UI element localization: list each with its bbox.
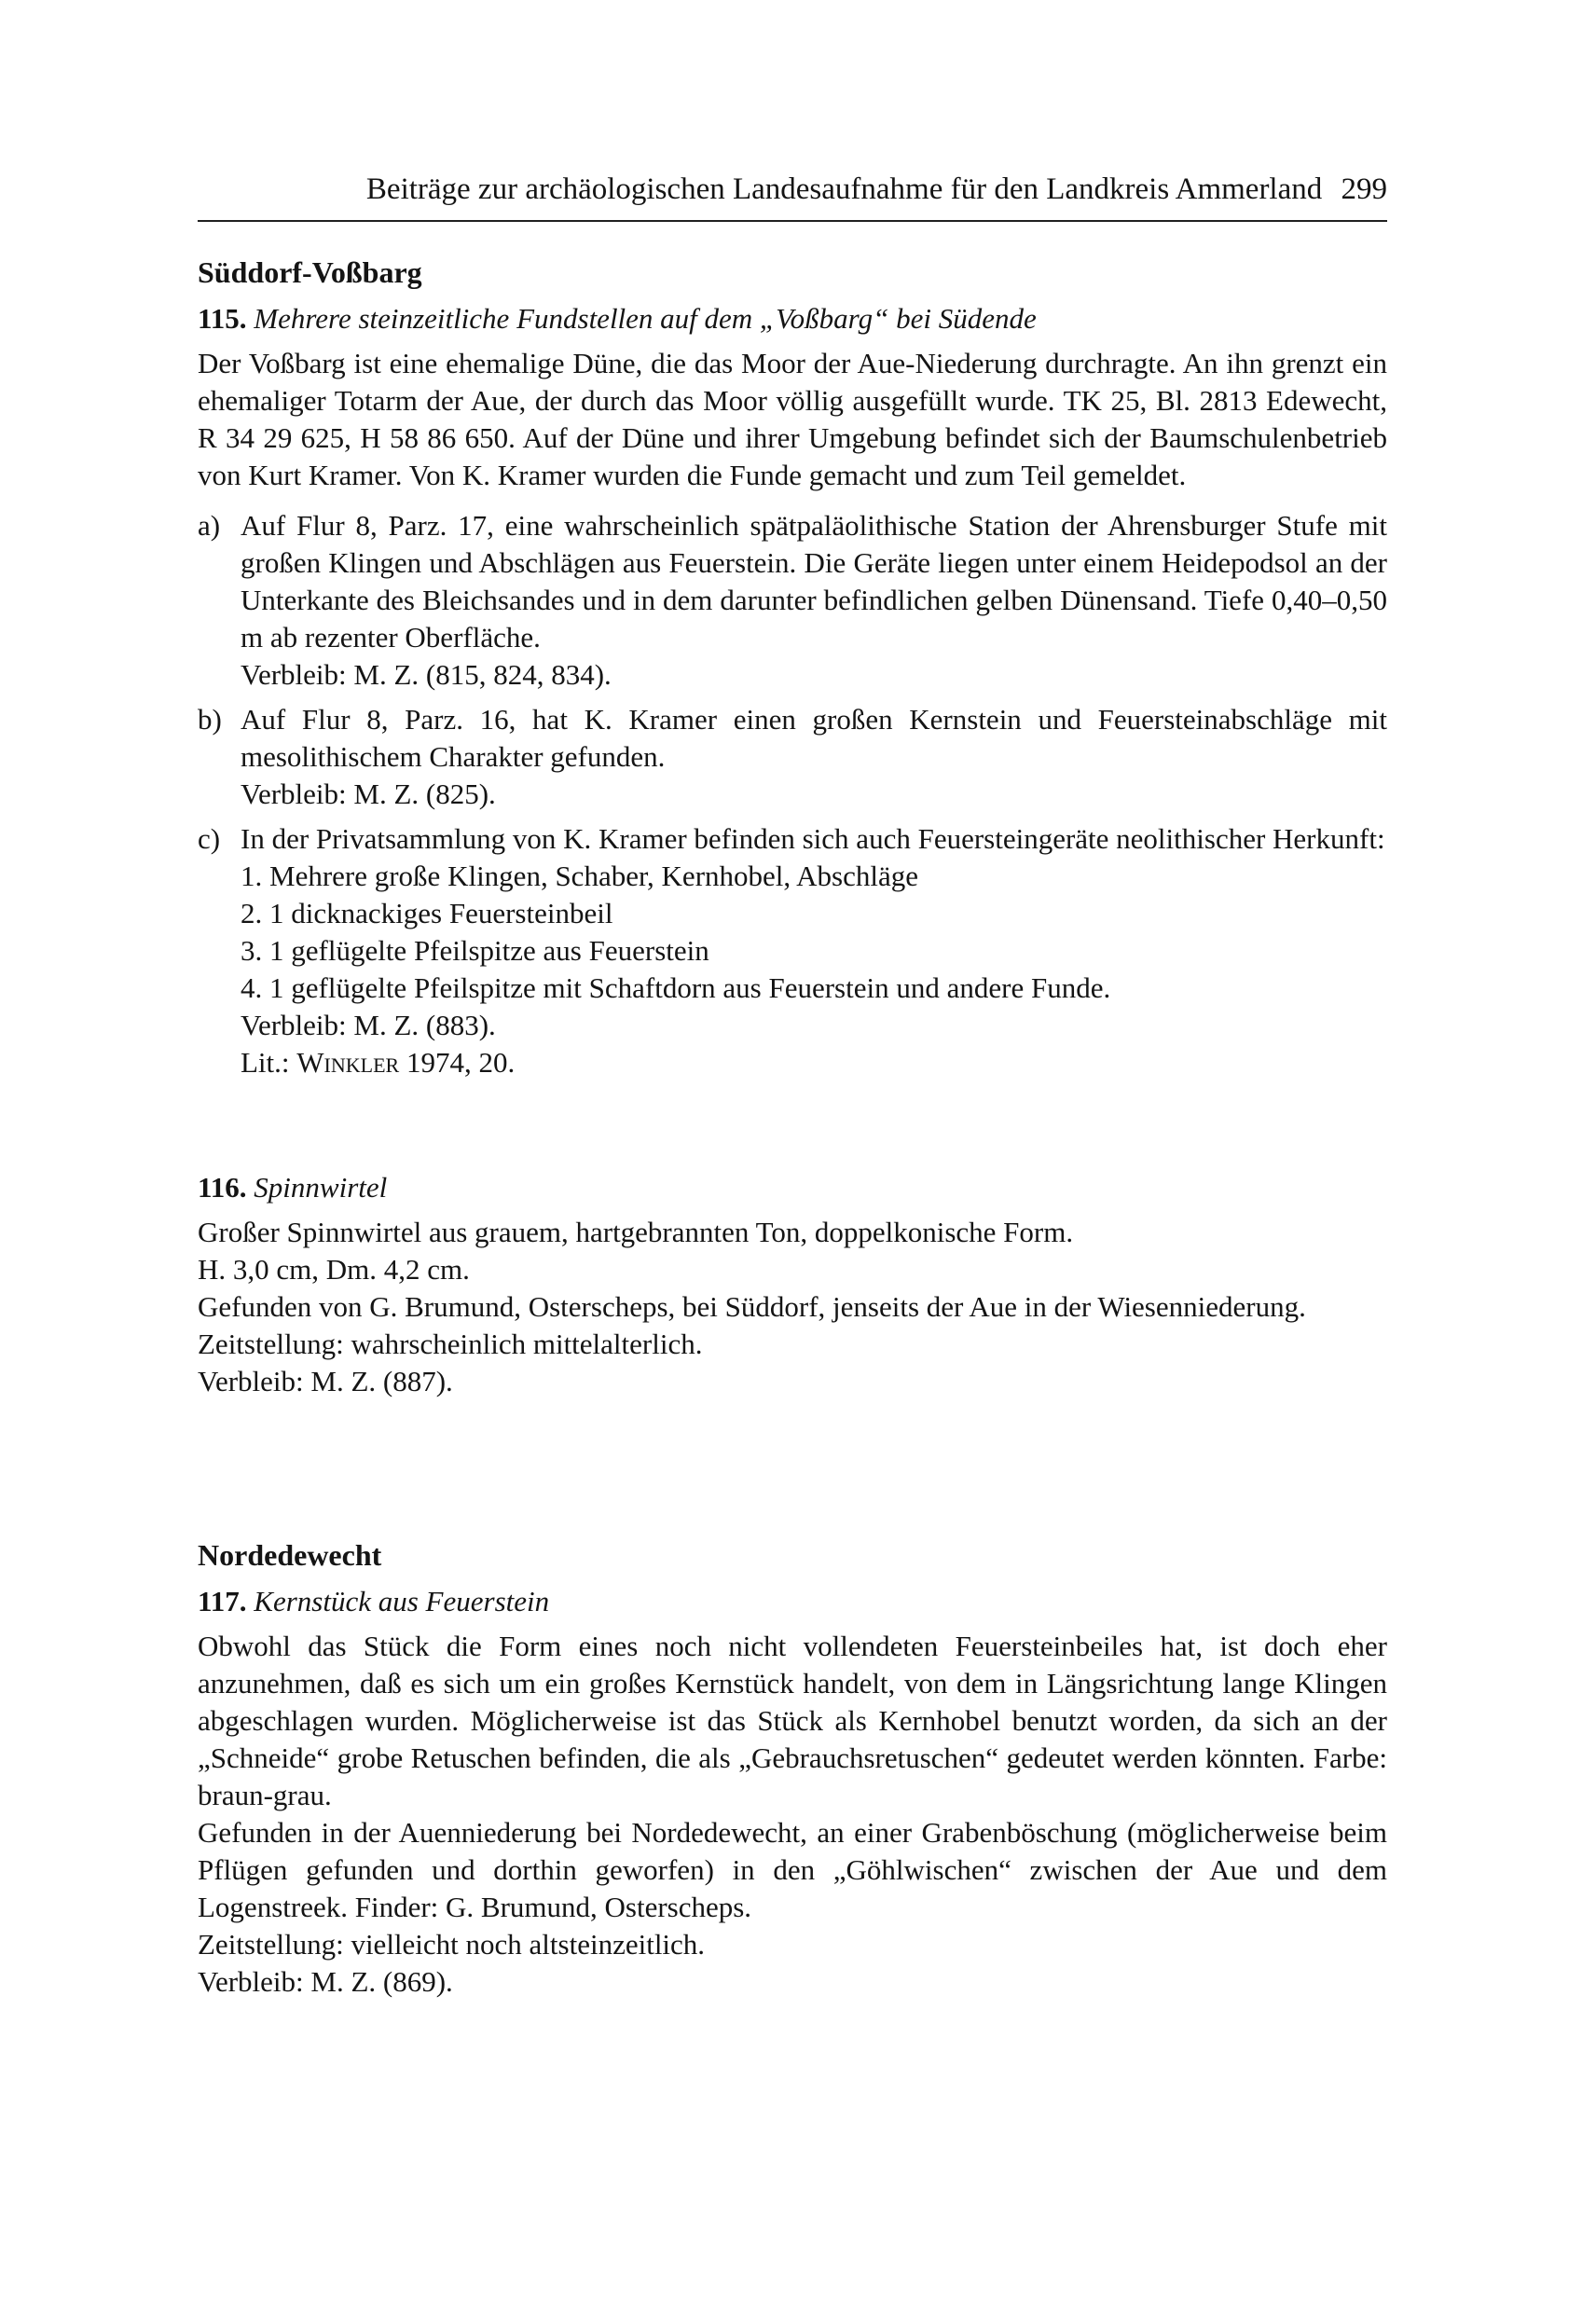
item-sublist [241, 858, 1387, 1007]
item-text: In der Privatsammlung von K. Kramer befinden sich auch Feuersteingeräte neolithischer Herkunft: [241, 822, 1385, 855]
entry-line: Gefunden in der Auenniederung bei Nordedewecht, an einer Grabenböschung (möglicherweise beim Pflügen gefunden und dorthin geworfen) in den „Göhlwischen“ zwischen der Aue und dem Logenstreek. Finder: G. Brumund, Osterscheps. [198, 1816, 1387, 1923]
sublist-line: 3. 1 geflügelte Pfeilspitze aus Feuerstein [241, 934, 709, 967]
find-item-b [198, 701, 1387, 813]
locality-heading: Nordedewecht [198, 1538, 382, 1572]
header-rule [198, 220, 1387, 222]
find-item-c [198, 820, 1387, 1081]
entry-title-text: Kernstück aus Feuerstein [254, 1585, 550, 1617]
entry-title [198, 300, 1387, 337]
entry-line: Großer Spinnwirtel aus grauem, hartgebrannten Ton, doppelkonische Form. [198, 1216, 1074, 1248]
locality-heading: Süddorf-Voßbarg [198, 255, 422, 289]
item-text: Auf Flur 8, Parz. 16, hat K. Kramer einen großen Kernstein und Feuersteinabschläge mit mesolithischem Charakter gefunden. [241, 703, 1387, 773]
find-item-a [198, 507, 1387, 694]
sublist-line: 2. 1 dicknackiges Feuersteinbeil [241, 897, 613, 929]
spacer [198, 1089, 1387, 1169]
running-header [198, 171, 1387, 208]
entry-line: H. 3,0 cm, Dm. 4,2 cm. [198, 1253, 470, 1286]
item-marker: b) [198, 703, 222, 736]
lit-rest: 1974, 20. [399, 1046, 516, 1079]
entry-117 [198, 1583, 1387, 2001]
entry-115 [198, 300, 1387, 1081]
entry-number: 117. [198, 1585, 247, 1617]
sublist-line: 1. Mehrere große Klingen, Schaber, Kernhobel, Abschläge [241, 860, 919, 892]
lit-prefix: Lit.: [241, 1046, 297, 1079]
entry-intro: Der Voßbarg ist eine ehemalige Düne, die das Moor der Aue-Niederung durchragte. An ihn grenzt ein ehemaliger Totarm der Aue, der durch das Moor völlig ausgefüllt wurde. TK 25, Bl. 2813 Edewecht, R 34 29 625, H 58 86 650. Auf der Düne und ihrer Umgebung befindet sich der Baumschulenbetrieb von Kurt Kramer. Von K. Kramer wurden die Funde gemacht und zum Teil gemeldet. [198, 347, 1387, 491]
entry-title-text: Mehrere steinzeitliche Fundstellen auf dem „Voßbarg“ bei Südende [254, 302, 1037, 335]
entry-title [198, 1169, 1387, 1206]
item-literature [241, 1044, 1387, 1081]
item-text: Auf Flur 8, Parz. 17, eine wahrscheinlich spätpaläolithische Station der Ahrensburger Stufe mit großen Klingen und Abschlägen aus Feuerstein. Die Geräte liegen unter einem Heidepodsol an der Unterkante des Bleichsandes und in dem darunter befindlichen gelben Dünensand. Tiefe 0,40–0,50 m ab rezenter Oberfläche. [241, 509, 1387, 654]
entry-line: Verbleib: M. Z. (887). [198, 1365, 453, 1397]
item-marker: c) [198, 822, 221, 855]
item-verbleib: Verbleib: M. Z. (825). [241, 778, 496, 810]
entry-title [198, 1583, 1387, 1620]
entry-line: Obwohl das Stück die Form eines noch nicht vollendeten Feuersteinbeiles hat, ist doch eher anzunehmen, daß es sich um ein großes Kernstück handelt, von dem in Längsrichtung lange Klingen abgeschlagen wurden. Möglicherweise ist das Stück als Kernhobel benutzt worden, da sich an der „Schneide“ grobe Retuschen befinden, die als „Gebrauchsretuschen“ gedeutet werden könnten. Farbe: braun-grau. [198, 1630, 1387, 1811]
entry-number: 115. [198, 302, 247, 335]
entry-116 [198, 1169, 1387, 1400]
page-number: 299 [1341, 172, 1387, 206]
spacer [198, 1400, 1387, 1536]
entry-number: 116. [198, 1171, 247, 1204]
lit-author: Winkler [296, 1046, 400, 1079]
item-verbleib: Verbleib: M. Z. (815, 824, 834). [241, 658, 612, 691]
item-verbleib: Verbleib: M. Z. (883). [241, 1009, 496, 1041]
page-body [198, 254, 1387, 2001]
entry-line: Gefunden von G. Brumund, Osterscheps, bei Süddorf, jenseits der Aue in der Wiesenniederung. [198, 1290, 1306, 1323]
sublist-line: 4. 1 geflügelte Pfeilspitze mit Schaftdorn aus Feuerstein und andere Funde. [241, 971, 1111, 1004]
entry-line: Verbleib: M. Z. (869). [198, 1965, 453, 1998]
entry-line: Zeitstellung: wahrscheinlich mittelalterlich. [198, 1328, 703, 1360]
item-marker: a) [198, 509, 221, 542]
running-title: Beiträge zur archäologischen Landesaufnahme für den Landkreis Ammerland [365, 172, 1323, 206]
entry-title-text: Spinnwirtel [254, 1171, 388, 1204]
entry-line: Zeitstellung: vielleicht noch altsteinzeitlich. [198, 1928, 706, 1961]
find-list [198, 507, 1387, 1081]
